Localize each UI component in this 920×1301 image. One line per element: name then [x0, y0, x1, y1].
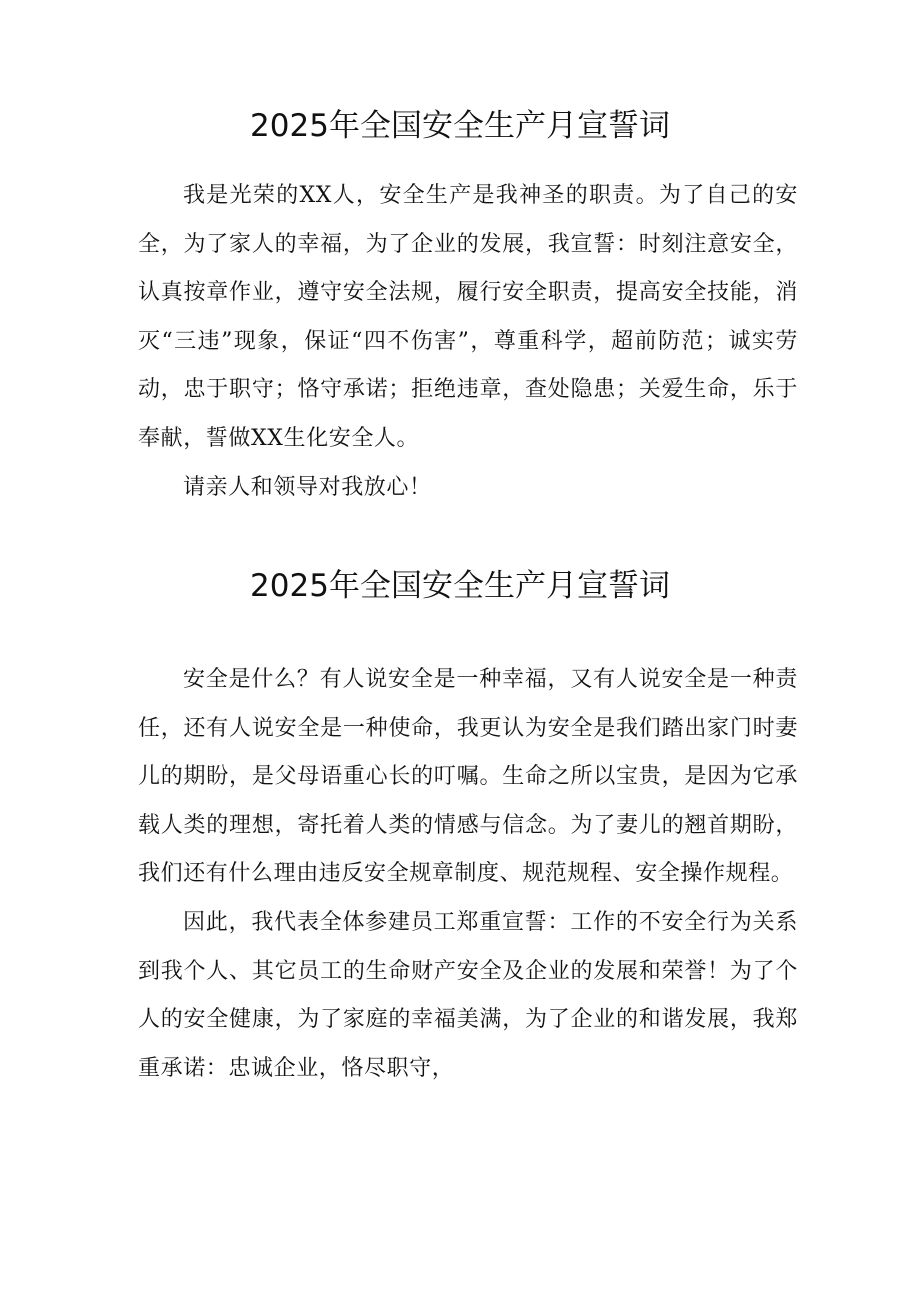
section-1-paragraph-1: 我是光荣的XX人，安全生产是我神圣的职责。为了自己的安全，为了家人的幸福，为了企业的发展，我宣誓：时刻注意安全，认真按章作业，遵守安全法规，履行安全职责，提高安全技能，消灭“三违”现象，保证“四不伤害”，尊重科学，超前防范；诚实劳动，忠于职守；恪守承诺；拒绝违章，查处隐患；关爱生命，乐于奉献，誓做XX生化安全人。 [138, 183, 798, 451]
section-1-title: 2025年全国安全生产月宣誓词 [250, 108, 670, 144]
section-1-body [138, 172, 798, 512]
section-2-title: 2025年全国安全生产月宣誓词 [250, 568, 670, 604]
section-2-paragraph-1: 安全是什么？有人说安全是一种幸福，又有人说安全是一种责任，还有人说安全是一种使命，我更认为安全是我们踏出家门时妻儿的期盼，是父母语重心长的叮嘱。生命之所以宝贵，是因为它承载人类的理想，寄托着人类的情感与信念。为了妻儿的翘首期盼，我们还有什么理由违反安全规章制度、规范规程、安全操作规程。 [138, 667, 798, 887]
section-2-body [138, 656, 798, 1093]
section-2-paragraph-2: 因此，我代表全体参建员工郑重宣誓：工作的不安全行为关系到我个人、其它员工的生命财产安全及企业的发展和荣誉！为了个人的安全健康，为了家庭的幸福美满，为了企业的和谐发展，我郑重承诺：忠诚企业，恪尽职守， [138, 909, 798, 1081]
section-1-paragraph-2: 请亲人和领导对我放心！ [183, 474, 432, 500]
